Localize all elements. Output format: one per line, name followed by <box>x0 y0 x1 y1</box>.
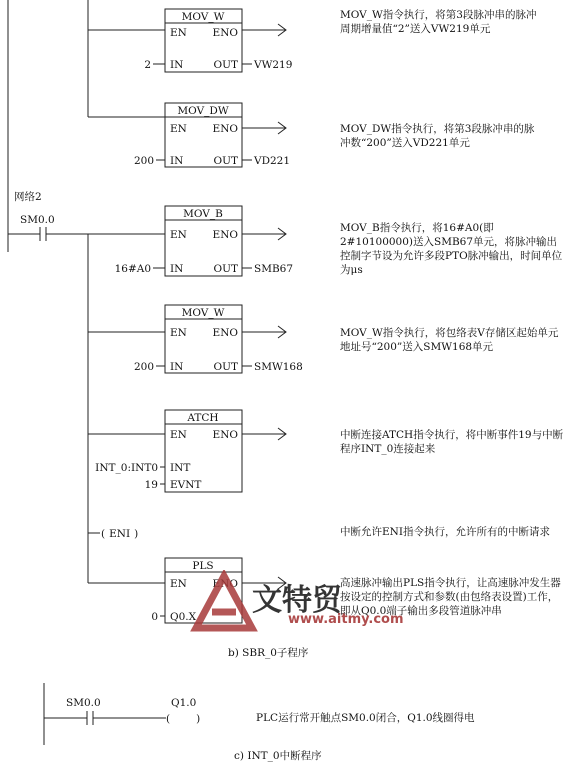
block1-title: MOV_W <box>181 11 225 23</box>
contact-sm00-label: SM0.0 <box>20 214 55 226</box>
caption-b: b) SBR_0子程序 <box>228 647 309 659</box>
note-3: MOV_B指令执行，将16#A0(即2#10100000)送入SMB67单元，将脉冲输出控制字节设为允许多段PTO脉冲输出，时间单位为μs <box>340 222 563 276</box>
svg-text:EVNT: EVNT <box>170 479 202 491</box>
caption-c: c) INT_0中断程序 <box>234 750 322 762</box>
block4-out-value: SMW168 <box>254 361 303 373</box>
atch-evnt-value: 19 <box>144 479 158 491</box>
block2-in-value: 200 <box>133 155 154 167</box>
network-label: 网络2 <box>14 191 42 203</box>
note-7: 高速脉冲输出PLS指令执行，让高速脉冲发生器按设定的控制方式和参数(由包络表设置)工作，即从Q0.0端子输出多段管道脉冲串 <box>340 577 561 617</box>
watermark-url: www.aitmy.com <box>288 612 404 627</box>
svg-text:IN: IN <box>170 263 184 275</box>
atch-int-value: INT_0:INT0 <box>95 462 158 474</box>
svg-text:ENO: ENO <box>212 327 238 339</box>
svg-text:OUT: OUT <box>213 155 238 167</box>
block1-in-value: 2 <box>144 59 151 71</box>
watermark-brand: 文特贸 <box>252 583 342 618</box>
svg-text:ENO: ENO <box>212 578 238 590</box>
svg-text:EN: EN <box>170 27 187 39</box>
svg-text:OUT: OUT <box>213 361 238 373</box>
svg-text:ENO: ENO <box>212 123 238 135</box>
note-1: MOV_W指令执行，将第3段脉冲串的脉冲周期增量值“2”送入VW219单元 <box>340 9 537 35</box>
pls-title: PLS <box>192 560 214 572</box>
note-6: 中断允许ENI指令执行，允许所有的中断请求 <box>340 526 550 538</box>
svg-text:Q0.X: Q0.X <box>170 611 197 623</box>
watermark <box>186 570 376 640</box>
coil-q10-label: Q1.0 <box>171 697 197 709</box>
block2-out-value: VD221 <box>254 155 291 167</box>
note-8: PLC运行常开触点SM0.0闭合，Q1.0线圈得电 <box>256 712 475 724</box>
watermark-logo-icon <box>186 570 376 640</box>
svg-text:EN: EN <box>170 327 187 339</box>
svg-text:IN: IN <box>170 59 184 71</box>
coil-q10: ( ) <box>166 713 201 725</box>
svg-text:INT: INT <box>170 462 191 474</box>
block4-title: MOV_W <box>181 307 225 319</box>
pls-q-value: 0 <box>151 611 158 623</box>
svg-text:EN: EN <box>170 578 187 590</box>
note-4: MOV_W指令执行，将包络表V存储区起始单元地址号“200”送入SMW168单元 <box>340 327 559 353</box>
note-5: 中断连接ATCH指令执行，将中断事件19与中断程序INT_0连接起来 <box>340 429 564 455</box>
block4-in-value: 200 <box>133 361 154 373</box>
atch-title: ATCH <box>187 412 219 424</box>
block3-out-value: SMB67 <box>254 263 294 275</box>
svg-text:EN: EN <box>170 229 187 241</box>
contact-sm00-c-label: SM0.0 <box>66 697 101 709</box>
svg-text:OUT: OUT <box>213 263 238 275</box>
svg-text:IN: IN <box>170 361 184 373</box>
svg-text:ENO: ENO <box>212 229 238 241</box>
svg-text:ENO: ENO <box>212 27 238 39</box>
block2-title: MOV_DW <box>177 105 229 117</box>
block3-in-value: 16#A0 <box>114 263 151 275</box>
svg-text:EN: EN <box>170 123 187 135</box>
note-2: MOV_DW指令执行，将第3段脉冲串的脉冲数“200”送入VD221单元 <box>340 123 535 149</box>
svg-text:OUT: OUT <box>213 59 238 71</box>
block3-title: MOV_B <box>183 208 223 220</box>
svg-text:EN: EN <box>170 429 187 441</box>
eni-coil: ( ENI ) <box>101 528 139 540</box>
svg-text:ENO: ENO <box>212 429 238 441</box>
svg-text:IN: IN <box>170 155 184 167</box>
block1-out-value: VW219 <box>254 59 293 71</box>
